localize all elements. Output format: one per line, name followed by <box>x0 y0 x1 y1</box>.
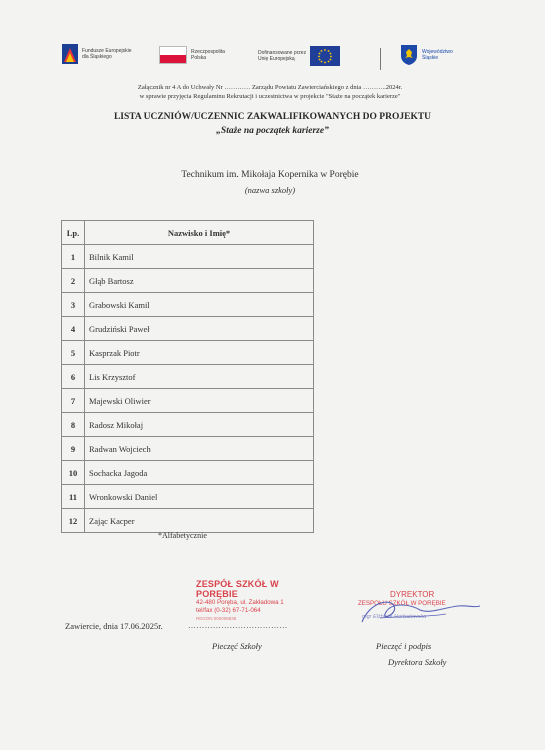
table-row <box>62 485 314 509</box>
student-name: Wronkowski Daniel <box>85 485 314 509</box>
student-name: Głąb Bartosz <box>85 269 314 293</box>
qualified-students-table <box>61 220 314 533</box>
ws-logo-line1: Województwo <box>422 49 453 55</box>
eu-logo-line1: Dofinansowane przez <box>258 50 307 56</box>
director-stamp-line1: DYREKTOR <box>390 590 435 599</box>
eu-flag-icon <box>310 46 340 66</box>
student-name: Radosz Mikołaj <box>85 413 314 437</box>
table-row <box>62 509 314 533</box>
table-row <box>62 293 314 317</box>
row-number: 1 <box>62 245 85 269</box>
table-header-row <box>62 221 314 245</box>
school-name: Technikum im. Mikołaja Kopernika w Porębie <box>181 170 359 180</box>
row-number: 2 <box>62 269 85 293</box>
rp-logo-line2: Polska <box>191 55 207 61</box>
table-row <box>62 365 314 389</box>
student-name: Radwan Wojciech <box>85 437 314 461</box>
document-title: LISTA UCZNIÓW/UCZENNIC ZAKWALIFIKOWANYCH DO PROJEKTU <box>113 112 432 122</box>
row-number: 6 <box>62 365 85 389</box>
logo-divider <box>380 48 381 70</box>
row-number: 7 <box>62 389 85 413</box>
slaskie-eagle-crest-icon <box>400 44 418 66</box>
stamp-dotted-line: ……………………………… <box>188 621 288 630</box>
rzeczpospolita-polska-logo <box>159 46 225 64</box>
rp-logo-line1: Rzeczpospolita <box>191 49 225 55</box>
table-row <box>62 389 314 413</box>
fe-logo-line2: dla Śląskiego <box>82 54 112 60</box>
wojewodztwo-slaskie-logo <box>400 44 453 66</box>
column-header-name: Nazwisko i Imię* <box>85 221 314 245</box>
student-name: Sochacka Jagoda <box>85 461 314 485</box>
alphabetical-footnote: *Alfabetycznie <box>158 531 207 540</box>
student-name: Majewski Oliwier <box>85 389 314 413</box>
polish-flag-icon <box>159 46 187 64</box>
student-name: Zając Kacper <box>85 509 314 533</box>
annex-line-1: Załącznik nr 4 A do Uchwały Nr ………… Zarządu Powiatu Zawierciańskiego z dnia ………..2024r. <box>137 84 403 91</box>
table-row <box>62 269 314 293</box>
table-row <box>62 461 314 485</box>
director-stamp-line2: ZESPOŁU SZKÓŁ W PORĘBIE <box>358 600 446 607</box>
signature-caption-line2: Dyrektora Szkoły <box>388 657 447 667</box>
project-name: „Staże na początek karierze” <box>216 126 329 136</box>
annex-line-2: w sprawie przyjęcia Regulaminu Rekrutacji i uczestnictwa w projekcie "Staże na początek karierze" <box>139 93 401 100</box>
table-row <box>62 437 314 461</box>
student-name: Lis Krzysztof <box>85 365 314 389</box>
table-row <box>62 317 314 341</box>
row-number: 10 <box>62 461 85 485</box>
school-name-note: (nazwa szkoły) <box>244 185 296 195</box>
table-row <box>62 245 314 269</box>
row-number: 12 <box>62 509 85 533</box>
school-stamp-line3: tel/fax (0-32) 67-71-064 <box>196 607 261 614</box>
fundusze-europejskie-icon <box>62 44 78 64</box>
row-number: 4 <box>62 317 85 341</box>
director-stamp-line3: mgr Elżbieta Horbatowska <box>362 614 427 620</box>
school-stamp-line4: REGON 000008838 <box>196 616 237 621</box>
student-name: Grabowski Kamil <box>85 293 314 317</box>
stamp-caption: Pieczęć Szkoły <box>212 641 262 651</box>
row-number: 3 <box>62 293 85 317</box>
student-name: Kasprzak Piotr <box>85 341 314 365</box>
fe-logo-line1: Fundusze Europejskie <box>82 48 132 54</box>
logo-strip <box>62 44 482 80</box>
school-stamp <box>196 579 321 622</box>
column-header-lp: Lp. <box>62 221 85 245</box>
eu-funding-logo <box>258 46 340 66</box>
table-row <box>62 413 314 437</box>
row-number: 5 <box>62 341 85 365</box>
row-number: 11 <box>62 485 85 509</box>
place-and-date: Zawiercie, dnia 17.06.2025r. <box>65 621 163 631</box>
school-stamp-line2: 42-480 Poręba, ul. Zakładowa 1 <box>196 599 284 606</box>
row-number: 8 <box>62 413 85 437</box>
director-signature <box>350 592 490 632</box>
student-name: Grudziński Paweł <box>85 317 314 341</box>
eu-logo-line2: Unię Europejską <box>258 56 295 62</box>
school-stamp-line1: ZESPÓŁ SZKÓŁ W PORĘBIE <box>196 579 279 599</box>
table-row <box>62 341 314 365</box>
ws-logo-line2: Śląskie <box>422 55 439 61</box>
student-name: Bilnik Kamil <box>85 245 314 269</box>
row-number: 9 <box>62 437 85 461</box>
signature-caption-line1: Pieczęć i podpis <box>376 641 432 651</box>
fundusze-europejskie-logo <box>62 44 131 64</box>
